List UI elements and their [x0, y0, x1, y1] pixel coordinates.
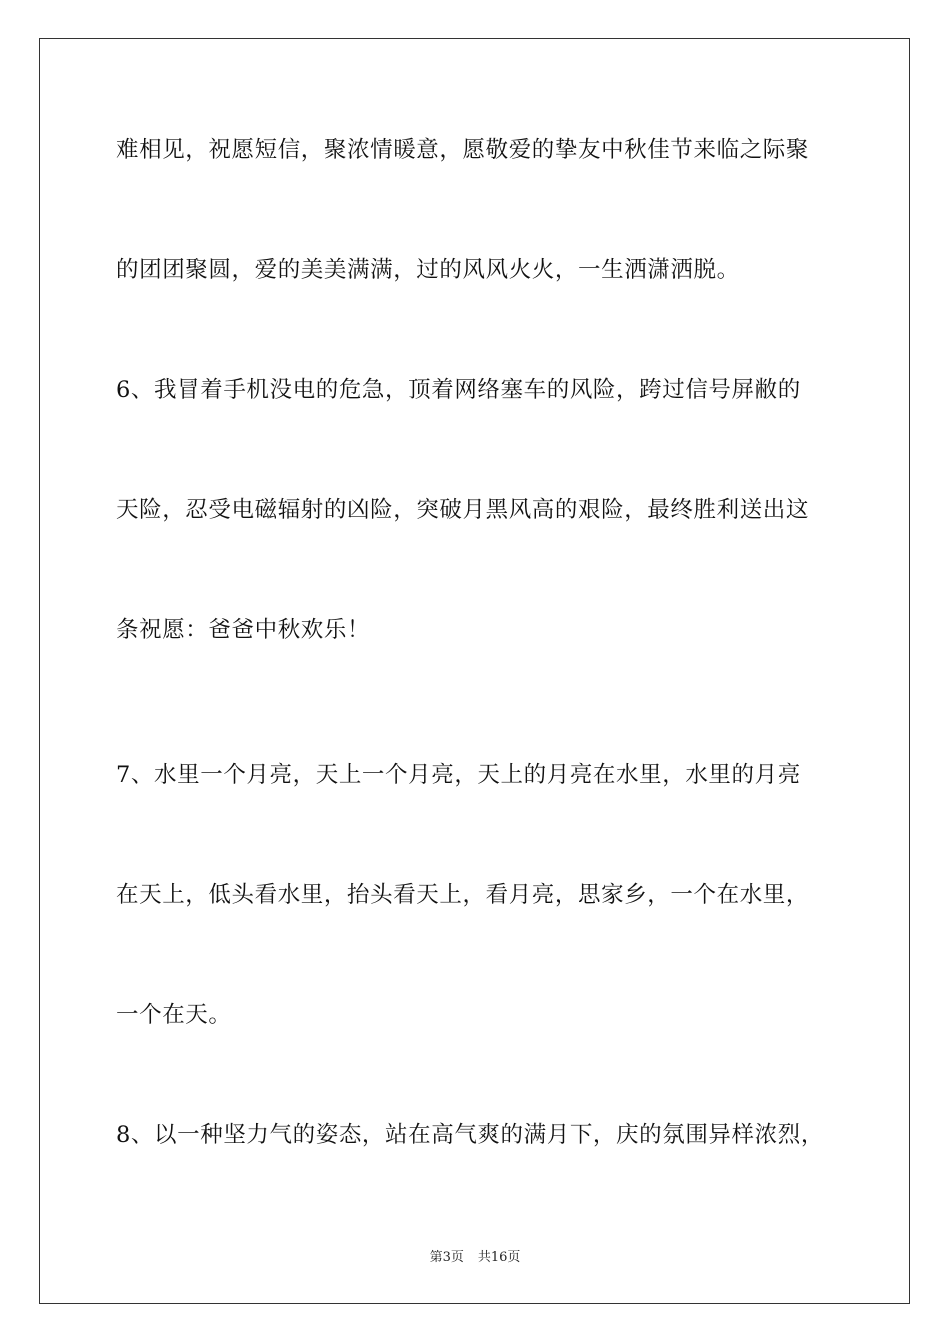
page-border: [39, 38, 910, 1304]
text-line: 的团团聚圆，爱的美美满满，过的风风火火，一生洒潇洒脱。: [116, 257, 740, 283]
text-line: 在天上，低头看水里，抬头看天上，看月亮，思家乡，一个在水里，: [116, 882, 810, 908]
text-line: 天险，忍受电磁辐射的凶险，突破月黑风高的艰险，最终胜利送出这: [116, 497, 810, 523]
text-line: 难相见，祝愿短信，聚浓情暖意，愿敬爱的挚友中秋佳节来临之际聚: [116, 137, 810, 163]
text-line: 8、以一种坚力气的姿态，站在高气爽的满月下，庆的氛围异样浓烈，: [116, 1122, 824, 1148]
text-line: 7、水里一个月亮，天上一个月亮，天上的月亮在水里，水里的月亮: [116, 762, 801, 788]
page-footer: [0, 1250, 950, 1266]
page-number: 第3页: [429, 1250, 464, 1265]
page-total: 共16页: [477, 1250, 521, 1265]
text-line: 条祝愿：爸爸中秋欢乐！: [116, 617, 371, 643]
text-line: 6、我冒着手机没电的危急，顶着网络塞车的风险，跨过信号屏敝的: [116, 377, 801, 403]
text-line: 一个在天。: [116, 1002, 232, 1028]
